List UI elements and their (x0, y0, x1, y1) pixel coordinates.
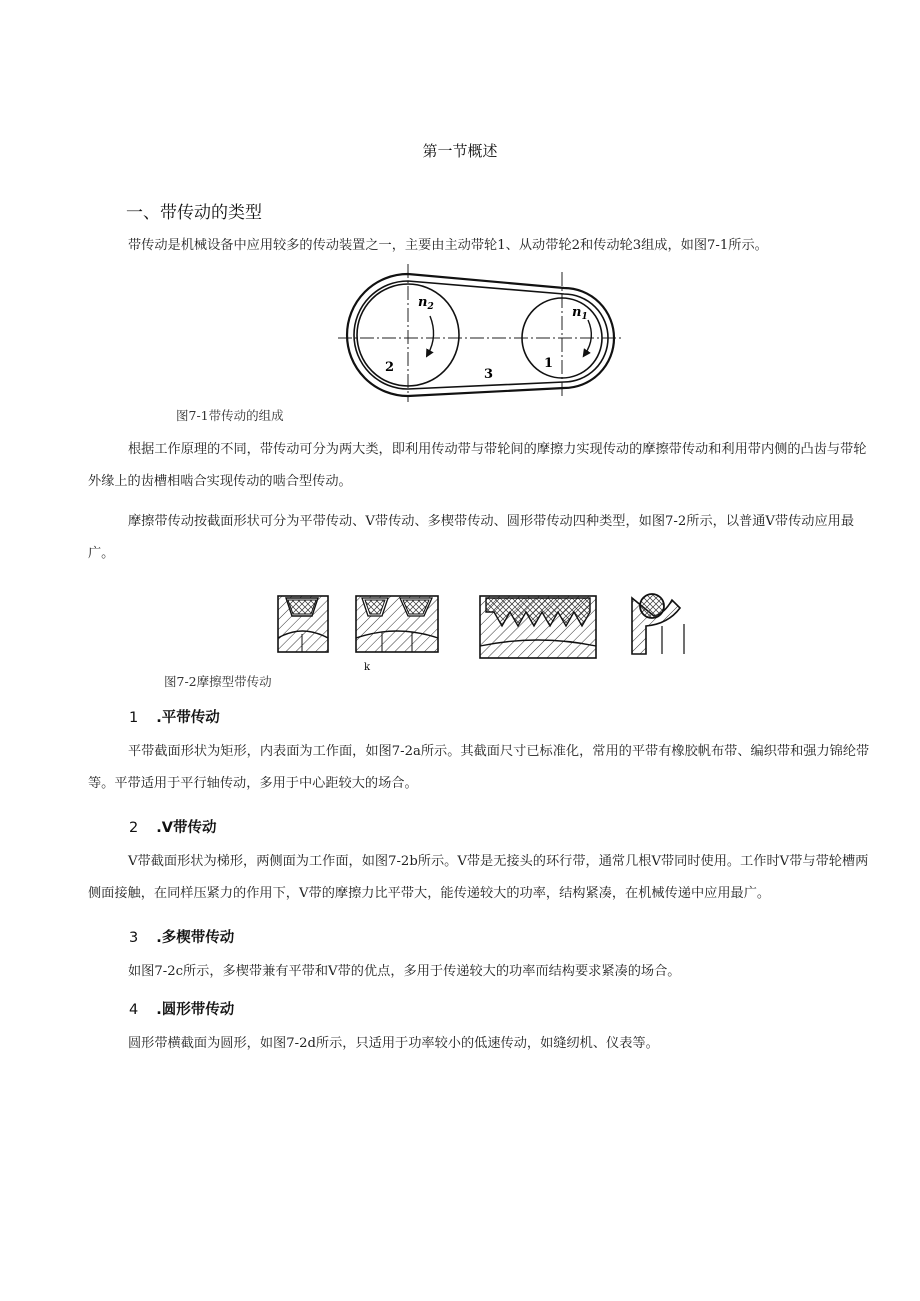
belt-drive-figure (330, 262, 630, 404)
subsection-heading-1: 1 .平带传动 (129, 710, 220, 726)
types-paragraph: 根据工作原理的不同，带传动可分为两大类，即利用传动带与带轮间的摩擦力实现传动的摩擦带传动和利用带内侧的凸齿与带轮外缘上的齿槽相啮合实现传动的啮合型传动。 (88, 442, 867, 489)
figure1-caption: 图7-1带传动的组成 (176, 408, 284, 423)
rotation-arrow-n2 (428, 316, 434, 354)
intro-paragraph: 带传动是机械设备中应用较多的传动装置之一，主要由主动带轮1、从动带轮2和传动轮3组成，如图7-1所示。 (128, 238, 768, 253)
subsection-heading-2: 2 .V带传动 (129, 820, 217, 836)
subsection-heading-4: 4 .圆形带传动 (129, 1002, 235, 1018)
subsection-text-2: V带截面形状为梯形，两侧面为工作面，如图7-2b所示。V带是无接头的环行带，通常几根V带同时使用。工作时V带与带轮槽两侧面接触，在同样压紧力的作用下，V带的摩擦力比平带大，能传递较大的功率，结构紧凑，在机械传递中应用最广。 (88, 854, 869, 901)
label-part-1: 1 (544, 356, 554, 371)
subsection-text-1: 平带截面形状为矩形，内表面为工作面，如图7-2a所示。其截面尺寸已标准化，常用的平带有橡胶帆布带、编织带和强力锦纶带等。平带适用于平行轴传动，多用于中心距较大的场合。 (88, 744, 870, 791)
subsection-text-3: 如图7-2c所示，多楔带兼有平带和V带的优点，多用于传递较大的功率而结构要求紧凑的场合。 (128, 964, 681, 979)
figure2-mark: k (364, 662, 371, 672)
section-b (356, 596, 438, 652)
section-a (278, 596, 328, 652)
section-heading: 一、带传动的类型 (126, 203, 262, 223)
belt-sections-figure (272, 586, 692, 672)
belt-outer (347, 274, 614, 396)
figure2-caption: 图7-2摩擦型带传动 (164, 674, 272, 689)
subsection-text-4: 圆形带横截面为圆形，如图7-2d所示，只适用于功率较小的低速传动，如缝纫机、仪表等。 (128, 1036, 659, 1051)
label-part-3: 3 (484, 367, 494, 382)
rotation-arrow-n1 (585, 320, 591, 354)
friction-paragraph: 摩擦带传动按截面形状可分为平带传动、V带传动、多楔带传动、圆形带传动四种类型，如图7-2所示，以普通V带传动应用最广。 (88, 514, 855, 561)
subsection-heading-3: 3 .多楔带传动 (129, 930, 235, 946)
page-title: 第一节概述 (422, 142, 498, 160)
section-d (632, 594, 684, 654)
label-part-2: 2 (385, 360, 395, 375)
section-c (480, 596, 596, 658)
label-n1: $n_1$ (572, 305, 588, 322)
label-n2: $n_2$ (418, 295, 434, 312)
